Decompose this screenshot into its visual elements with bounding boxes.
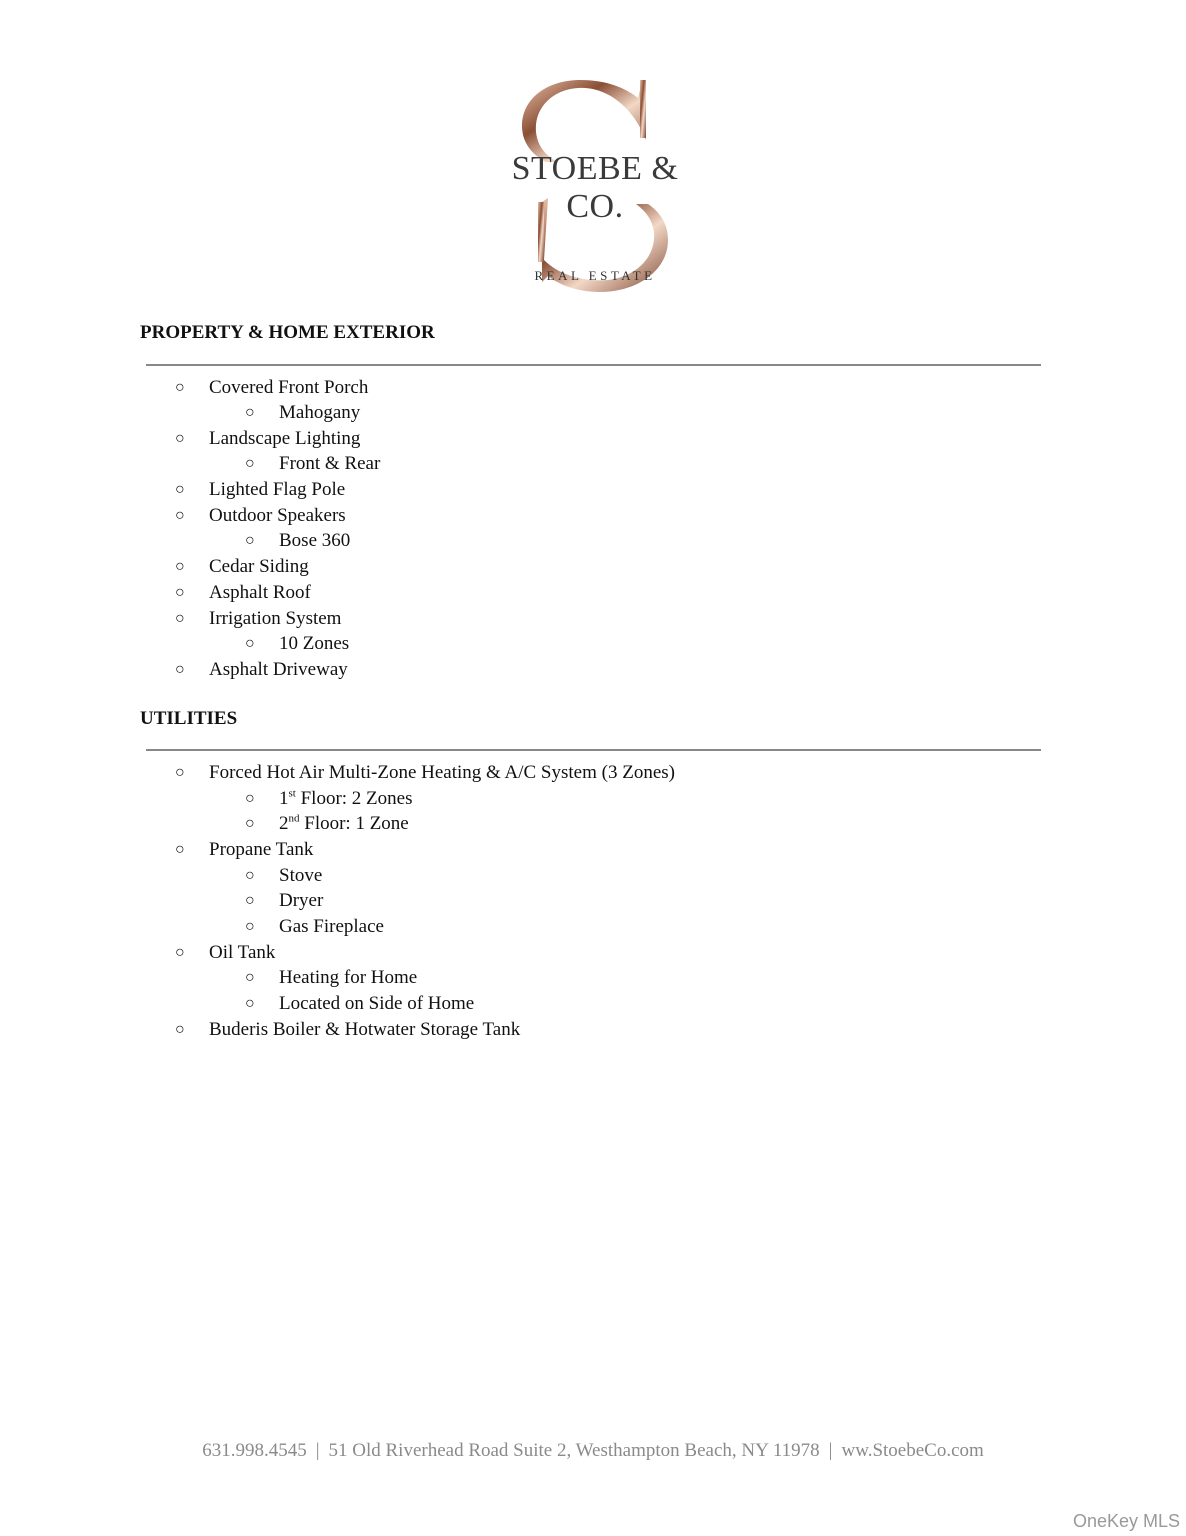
company-brand-name: STOEBE & CO. <box>511 150 679 225</box>
list-item: ○ Oil Tank <box>175 942 276 963</box>
list-item: ○ Lighted Flag Pole <box>175 479 346 500</box>
section-title-exterior: PROPERTY & HOME EXTERIOR <box>140 322 435 343</box>
sub-list-item: ○ Dryer <box>245 890 324 911</box>
footer-phone: 631.998.4545 <box>202 1440 307 1461</box>
sub-list-item: ○ Located on Side of Home <box>245 993 475 1014</box>
bullet-icon: ○ <box>245 969 255 986</box>
bullet-icon: ○ <box>175 481 185 498</box>
bullet-icon: ○ <box>245 635 255 652</box>
footer-separator: | <box>315 1440 320 1461</box>
list-item: ○ Forced Hot Air Multi-Zone Heating & A/C System (3 Zones) <box>175 762 675 783</box>
bullet-icon: ○ <box>245 815 255 832</box>
bullet-icon: ○ <box>245 404 255 421</box>
list-item: ○ Outdoor Speakers <box>175 505 346 526</box>
footer-separator: | <box>828 1440 833 1461</box>
bullet-icon: ○ <box>175 610 185 627</box>
list-item: ○ Landscape Lighting <box>175 428 361 449</box>
sub-list-item: ○ Heating for Home <box>245 967 418 988</box>
bullet-icon: ○ <box>245 867 255 884</box>
sub-list-item: ○ Gas Fireplace <box>245 916 384 937</box>
bullet-icon: ○ <box>245 532 255 549</box>
page-footer <box>0 1440 1186 1462</box>
company-logo <box>480 70 710 300</box>
bullet-icon: ○ <box>175 430 185 447</box>
sub-list-item: ○ Stove <box>245 865 323 886</box>
footer-website: ww.StoebeCo.com <box>841 1440 984 1461</box>
bullet-icon: ○ <box>245 455 255 472</box>
list-item: ○ Asphalt Driveway <box>175 659 348 680</box>
bullet-icon: ○ <box>175 764 185 781</box>
bullet-icon: ○ <box>175 841 185 858</box>
bullet-icon: ○ <box>245 892 255 909</box>
list-item: ○ Irrigation System <box>175 608 342 629</box>
sub-list-item: ○ Mahogany <box>245 402 361 423</box>
bullet-icon: ○ <box>245 790 255 807</box>
company-tagline: REAL ESTATE <box>534 268 656 283</box>
list-item: ○ Covered Front Porch <box>175 377 369 398</box>
sub-list-item: ○ Front & Rear <box>245 453 381 474</box>
list-item: ○ Propane Tank <box>175 839 314 860</box>
bullet-icon: ○ <box>175 661 185 678</box>
sub-list-item: ○ 1st Floor: 2 Zones <box>245 787 413 809</box>
section-divider <box>146 749 1041 751</box>
footer-address: 51 Old Riverhead Road Suite 2, Westhampton Beach, NY 11978 <box>328 1440 820 1461</box>
bullet-icon: ○ <box>175 584 185 601</box>
sub-list-item: ○ 2nd Floor: 1 Zone <box>245 812 409 834</box>
sub-list-item: ○ Bose 360 <box>245 530 351 551</box>
bullet-icon: ○ <box>175 558 185 575</box>
sub-list-item: ○ 10 Zones <box>245 633 350 654</box>
bullet-icon: ○ <box>175 944 185 961</box>
list-item: ○ Cedar Siding <box>175 556 309 577</box>
bullet-icon: ○ <box>175 1021 185 1038</box>
bullet-icon: ○ <box>245 918 255 935</box>
bullet-icon: ○ <box>245 995 255 1012</box>
list-item: ○ Asphalt Roof <box>175 582 311 603</box>
section-title-utilities: UTILITIES <box>140 708 238 729</box>
list-item: ○ Buderis Boiler & Hotwater Storage Tank <box>175 1019 521 1040</box>
mls-watermark: OneKey MLS <box>1072 1511 1180 1531</box>
bullet-icon: ○ <box>175 379 185 396</box>
section-divider <box>146 364 1041 366</box>
bullet-icon: ○ <box>175 507 185 524</box>
